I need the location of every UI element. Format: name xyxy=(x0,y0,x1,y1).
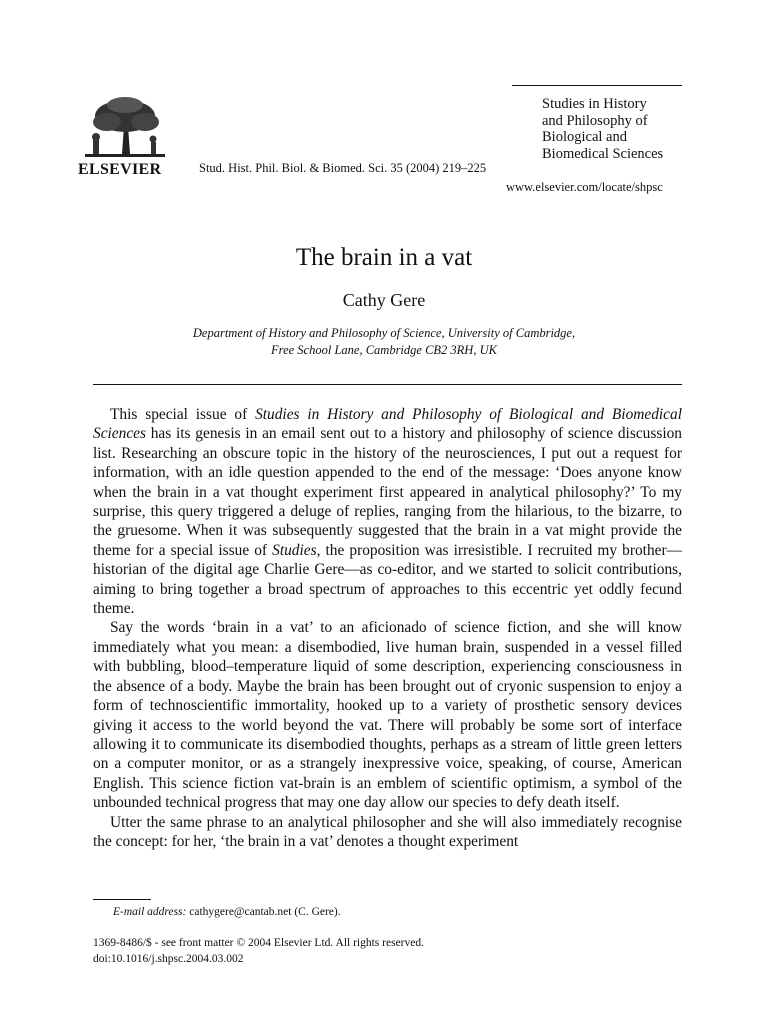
footnote-rule xyxy=(93,899,151,900)
studies-italic: Studies xyxy=(272,541,317,559)
body-paragraph: Utter the same phrase to an analytical philosopher and she will also immediately recognise the concept: for her, ‘the brain in a vat’ denotes a thought experiment xyxy=(93,813,682,850)
affiliation-line: Department of History and Philosophy of Science, University of Cambridge, xyxy=(192,326,576,340)
body-text: , the proposition was irresistible. I recruited my brother—historian of the digital age Charlie Gere—as co-editor, and we started to solicit contributions, aiming to bring together a broad spectrum of approaches to this eccentric yet oddly fecund theme. xyxy=(93,541,682,618)
body-text: has its genesis in an email sent out to a history and philosophy of science discussion list. Researching an obscure topic in the history of the neurosciences, I put out a request for information, with an idle question appended to the end of the message: ‘Does anyone know when the brain in a vat thought experiment first appeared in analytical philosophy?’ To my surprise, this query triggered a deluge of replies, ranging from the hilarious, to the bizarre, to the gruesome. When it was subsequently suggested that the brain in a vat might provide the theme for a special issue of xyxy=(93,425,682,559)
journal-title-line: and Philosophy of xyxy=(542,112,648,129)
journal-url-link[interactable]: www.elsevier.com/locate/shpsc xyxy=(506,180,663,194)
copyright-line: 1369-8486/$ - see front matter © 2004 Elsevier Ltd. All rights reserved. xyxy=(93,937,424,949)
footnote-label: E-mail address: xyxy=(113,906,187,918)
doi-line: doi:10.1016/j.shpsc.2004.03.002 xyxy=(93,953,244,965)
journal-title xyxy=(542,96,692,162)
author-affiliation xyxy=(0,325,768,359)
journal-title-rule xyxy=(512,85,682,86)
article-title: The brain in a vat xyxy=(295,244,473,271)
copyright-block xyxy=(93,935,424,967)
elsevier-tree-logo-icon xyxy=(85,96,165,158)
journal-name-italic: Studies in History and Philosophy of Biological and Biomedical Sciences xyxy=(93,406,682,443)
body-text: This special issue of xyxy=(110,406,256,423)
journal-title-line: Studies in History xyxy=(542,96,647,112)
journal-title-line: Biomedical Sciences xyxy=(542,145,664,162)
footnote xyxy=(113,906,341,918)
publisher-name: ELSEVIER xyxy=(78,161,162,178)
body-paragraph xyxy=(93,405,682,618)
article-author: Cathy Gere xyxy=(342,290,426,310)
journal-title-line: Biological and xyxy=(542,129,627,145)
article-body xyxy=(93,405,682,851)
body-paragraph: Say the words ‘brain in a vat’ to an aficionado of science fiction, and she will know immediately what you mean: a disembodied, live human brain, suspended in a vessel filled with bubbling, blood–temperature liquid of some description, experiencing consciousness in the absence of a body. Maybe the brain has been brought out of cryonic suspension to enjoy a form of technoscientific immortality, hooked up to a variety of prosthetic sensory devices giving it access to the world beyond the vat. There will probably be some sort of interface allowing it to communicate its disembodied thoughts, perhaps as a stream of little green letters on a computer monitor, or as a strangely inexpressive voice, speaking, of course, American English. This science fiction vat-brain is an emblem of scientific optimism, a symbol of the unbounded technical progress that may one day allow our species to defy death itself. xyxy=(93,619,682,812)
footnote-email[interactable]: cathygere@cantab.net (C. Gere). xyxy=(186,906,341,918)
journal-citation: Stud. Hist. Phil. Biol. & Biomed. Sci. 35 (2004) 219–225 xyxy=(199,161,487,175)
affiliation-line: Free School Lane, Cambridge CB2 3RH, UK xyxy=(271,343,497,357)
section-divider xyxy=(93,384,682,385)
